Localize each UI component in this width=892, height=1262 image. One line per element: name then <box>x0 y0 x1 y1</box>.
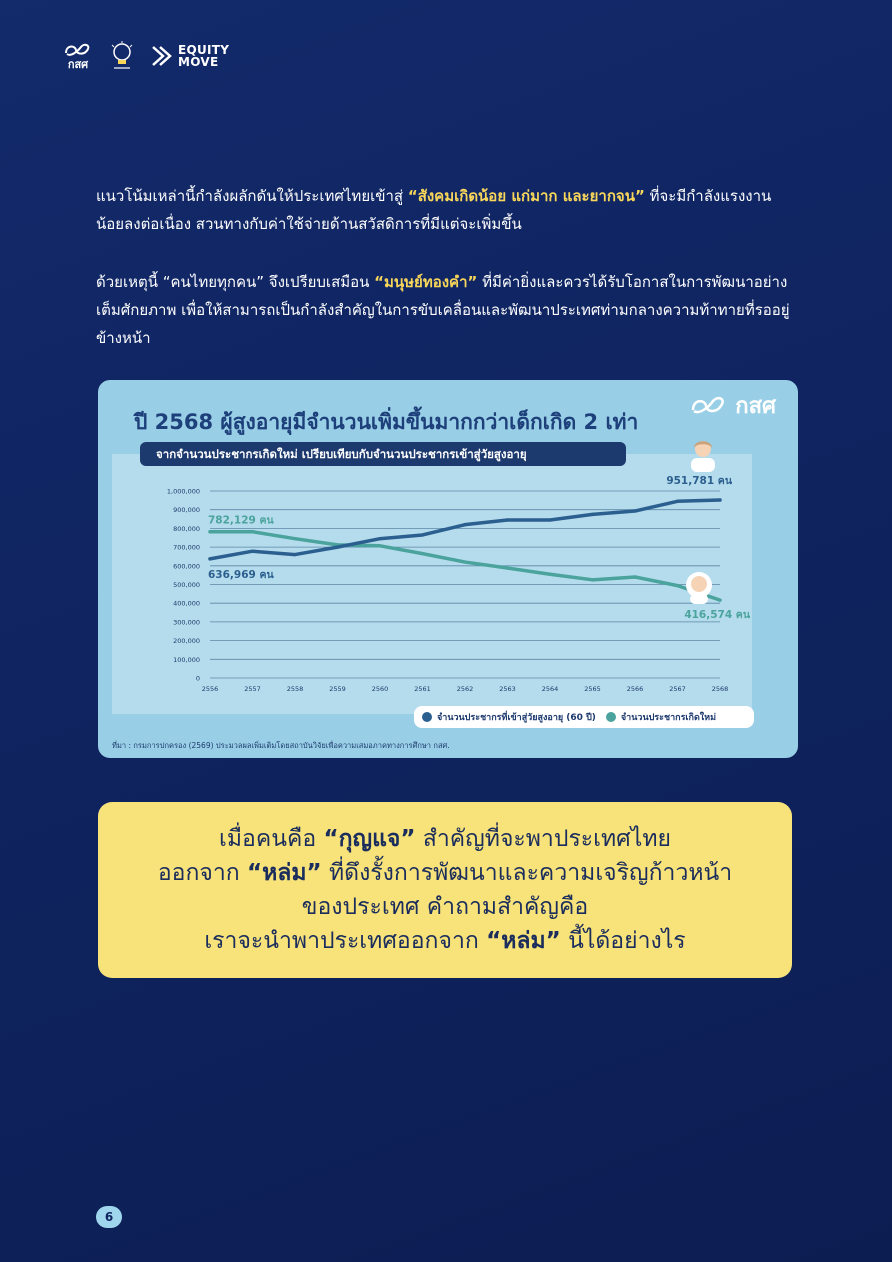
data-point-births <box>463 560 466 563</box>
legend-label-elderly: จำนวนประชากรที่เข้าสู่วัยสูงอายุ (60 ปี) <box>437 713 596 723</box>
legend-item-births <box>606 710 716 724</box>
data-point-elderly <box>251 550 254 553</box>
y-tick-label: 1,000,000 <box>166 487 200 496</box>
legend-item-elderly <box>422 710 596 724</box>
x-tick-label: 2560 <box>371 685 389 693</box>
paragraph-golden-highlight: “มนุษย์ทองคำ” <box>374 273 478 291</box>
data-point-births <box>548 573 551 576</box>
callout-line-1-em: “กุญแจ” <box>323 826 416 852</box>
data-point-births <box>591 578 594 581</box>
callout-line-4-pre: เราจะนำพาประเทศออกจาก <box>204 928 487 954</box>
y-tick-label: 0 <box>195 674 200 683</box>
chart-title: ปี 2568 ผู้สูงอายุมีจำนวนเพิ่มขึ้นมากกว่าเด็กเกิด 2 เท่า <box>134 410 639 434</box>
data-point-births <box>506 566 509 569</box>
data-point-elderly <box>718 498 721 501</box>
data-point-elderly <box>378 537 381 540</box>
callout-line-4 <box>204 924 685 958</box>
x-tick-label: 2559 <box>329 685 346 693</box>
kss-swirl-icon <box>63 41 93 59</box>
callout-line-4-em: “หล่ม” <box>486 928 561 954</box>
chart-legend <box>414 706 754 728</box>
legend-dot-elderly <box>422 712 432 722</box>
x-tick-label: 2566 <box>626 685 644 693</box>
callout-line-2-em: “หล่ม” <box>247 860 322 886</box>
paragraph-trend-post: ที่จะมีกำลังแรงงานน้อยลงต่อเนื่อง สวนทางกับค่าใช้จ่ายด้านสวัสดิการที่มีแต่จะเพิ่มขึ้น <box>96 187 772 233</box>
y-tick-label: 700,000 <box>173 543 200 552</box>
series-line-elderly <box>210 500 720 559</box>
y-tick-label: 100,000 <box>173 655 200 664</box>
paragraph-trend <box>96 182 796 238</box>
x-tick-label: 2561 <box>414 685 431 693</box>
callout-line-1-pre: เมื่อคนคือ <box>219 826 324 852</box>
data-point-elderly <box>463 523 466 526</box>
lightbulb-icon <box>108 40 136 72</box>
data-point-elderly <box>633 509 636 512</box>
data-label-births-start: 782,129 คน <box>208 514 274 527</box>
data-point-births <box>378 544 381 547</box>
y-tick-label: 500,000 <box>173 581 200 589</box>
data-point-elderly <box>506 518 509 521</box>
callout-line-2-pre: ออกจาก <box>157 860 248 886</box>
callout-line-1-post: สำคัญที่จะพาประเทศไทย <box>415 826 671 852</box>
data-point-elderly <box>591 513 594 516</box>
paragraph-golden-post: ที่มีค่ายิ่งและควรได้รับโอกาสในการพัฒนาอย่างเต็มศักยภาพ เพื่อให้สามารถเป็นกำลังสำคัญในการขับเคลื่อนและพัฒนาประเทศท่ามกลางความท้าทายที่รออยู่ข้างหน้า <box>96 273 790 347</box>
callout-line-4-post: นี้ได้อย่างไร <box>560 928 686 954</box>
equity-move-logo <box>150 44 229 68</box>
header-logos <box>62 40 229 72</box>
data-point-births <box>208 530 211 533</box>
x-tick-label: 2562 <box>456 685 474 693</box>
baby-icon <box>684 570 714 604</box>
paragraph-golden-human <box>96 268 796 352</box>
data-point-elderly <box>676 500 679 503</box>
paragraph-trend-pre: แนวโน้มเหล่านี้กำลังผลักดันให้ประเทศไทยเข้าสู่ <box>96 187 408 205</box>
y-tick-label: 900,000 <box>173 506 200 515</box>
x-tick-label: 2556 <box>201 685 219 693</box>
page-number: 6 <box>96 1206 122 1228</box>
data-label-births-end: 416,574 คน <box>684 609 750 622</box>
paragraph-trend-highlight: “สังคมเกิดน้อย แก่มาก และยากจน” <box>407 187 645 205</box>
move-text: MOVE <box>178 55 219 69</box>
equity-text: EQUITY <box>178 43 230 57</box>
y-tick-label: 200,000 <box>173 637 200 646</box>
kss-logo-text: กสศ <box>67 58 89 71</box>
chart-brand-text: กสศ <box>735 394 776 419</box>
data-point-births <box>293 537 296 540</box>
data-point-elderly <box>208 557 211 560</box>
data-point-births <box>633 575 636 578</box>
x-tick-label: 2557 <box>244 685 261 693</box>
y-tick-label: 600,000 <box>173 562 200 571</box>
chevron-right-icon <box>150 44 174 68</box>
kss-logo <box>62 41 94 71</box>
callout-line-2-post: ที่ดึงรั้งการพัฒนาและความเจริญก้าวหน้า <box>321 860 733 886</box>
data-point-elderly <box>548 518 551 521</box>
chart-subtitle: จากจำนวนประชากรเกิดใหม่ เปรียบเทียบกับจำนวนประชากรเข้าสู่วัยสูงอายุ <box>140 442 626 466</box>
data-point-elderly <box>421 533 424 536</box>
x-tick-label: 2563 <box>499 685 516 693</box>
y-tick-label: 400,000 <box>173 599 200 608</box>
callout-line-2 <box>158 856 732 890</box>
data-point-births <box>421 552 424 555</box>
data-label-elderly-start: 636,969 คน <box>208 568 274 581</box>
data-point-elderly <box>336 546 339 549</box>
paragraph-golden-pre: ด้วยเหตุนี้ “คนไทยทุกคน” จึงเปรียบเสมือน <box>96 273 375 291</box>
x-tick-label: 2568 <box>711 685 729 693</box>
data-label-elderly-end: 951,781 คน <box>666 475 732 488</box>
y-tick-label: 800,000 <box>173 524 200 533</box>
elderly-woman-icon <box>688 436 718 472</box>
callout-line-3: ของประเทศ คำถามสำคัญคือ <box>301 894 589 920</box>
x-tick-label: 2564 <box>541 685 559 693</box>
chart-card <box>98 380 798 758</box>
callout-box <box>98 802 792 978</box>
callout-line-1 <box>219 822 671 856</box>
legend-dot-births <box>606 712 616 722</box>
x-tick-label: 2567 <box>669 685 686 693</box>
chart-source-note: ที่มา : กรมการปกครอง (2569) ประมวลผลเพิ่มเติมโดยสถาบันวิจัยเพื่อความเสมอภาคทางการศึกษา กสศ. <box>112 741 450 750</box>
data-point-elderly <box>293 553 296 556</box>
x-tick-label: 2565 <box>584 685 601 693</box>
y-tick-label: 300,000 <box>173 618 200 627</box>
x-tick-label: 2558 <box>286 685 304 693</box>
data-point-births <box>718 599 721 602</box>
data-point-births <box>676 584 679 587</box>
data-point-births <box>251 530 254 533</box>
legend-label-births: จำนวนประชากรเกิดใหม่ <box>620 713 717 723</box>
